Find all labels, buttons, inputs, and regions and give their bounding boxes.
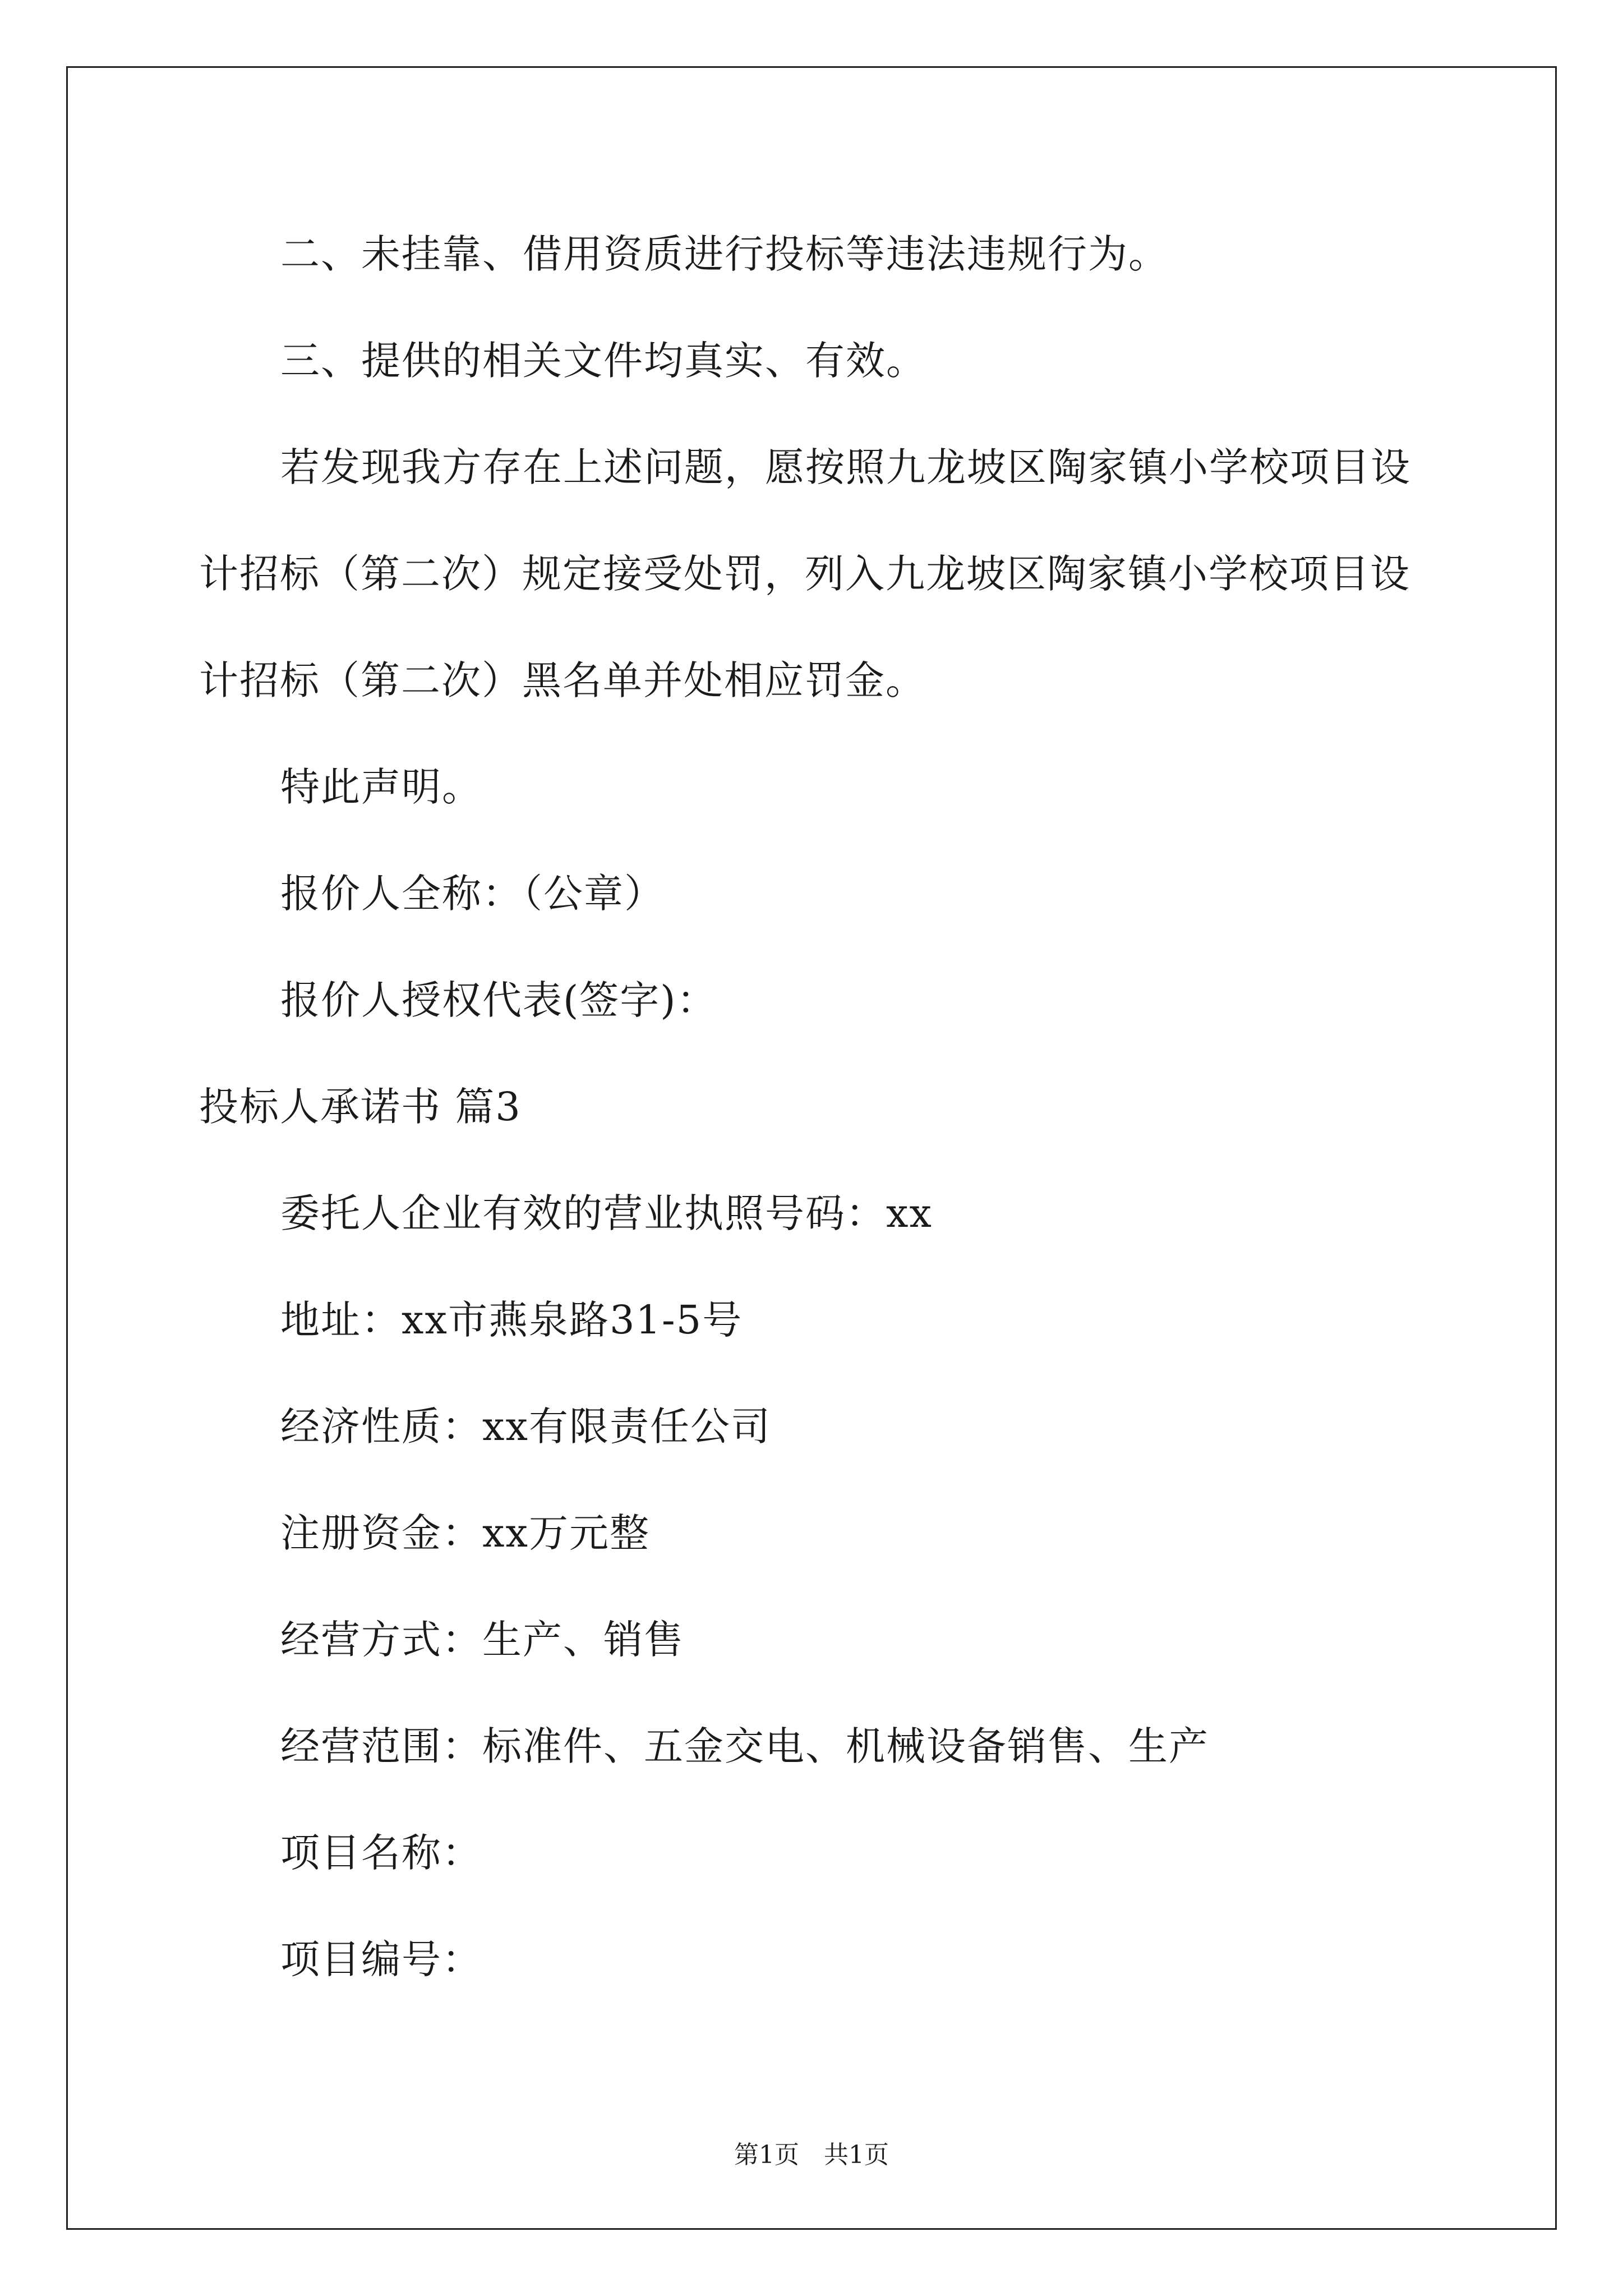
paragraph-line-12: 经济性质：xx有限责任公司	[280, 1404, 771, 1450]
paragraph-line-2: 三、提供的相关文件均真实、有效。	[280, 338, 926, 384]
paragraph-line-8: 报价人授权代表(签字)：	[280, 977, 717, 1023]
paragraph-line-10: 委托人企业有效的营业执照号码：xx	[280, 1190, 933, 1236]
paragraph-line-1: 二、未挂靠、借用资质进行投标等违法违规行为。	[280, 231, 1169, 277]
page-border	[66, 66, 1557, 2230]
paragraph-line-17: 项目编号：	[280, 1936, 482, 1982]
paragraph-line-13: 注册资金：xx万元整	[280, 1510, 650, 1556]
paragraph-line-4: 计招标（第二次）规定接受处罚，列入九龙坡区陶家镇小学校项目设	[199, 551, 1410, 597]
paragraph-line-16: 项目名称：	[280, 1830, 482, 1876]
page-footer: 第1页 共1页	[734, 2141, 889, 2169]
paragraph-line-14: 经营方式：生产、销售	[280, 1617, 684, 1663]
paragraph-line-15: 经营范围：标准件、五金交电、机械设备销售、生产	[280, 1723, 1209, 1769]
section-heading: 投标人承诺书 篇3	[199, 1084, 522, 1130]
paragraph-line-3: 若发现我方存在上述问题，愿按照九龙坡区陶家镇小学校项目设	[280, 444, 1411, 490]
paragraph-line-5: 计招标（第二次）黑名单并处相应罚金。	[199, 657, 926, 703]
paragraph-line-7: 报价人全称：（公章）	[280, 871, 665, 917]
paragraph-line-11: 地址：xx市燕泉路31-5号	[280, 1297, 743, 1343]
paragraph-line-6: 特此声明。	[280, 764, 482, 810]
